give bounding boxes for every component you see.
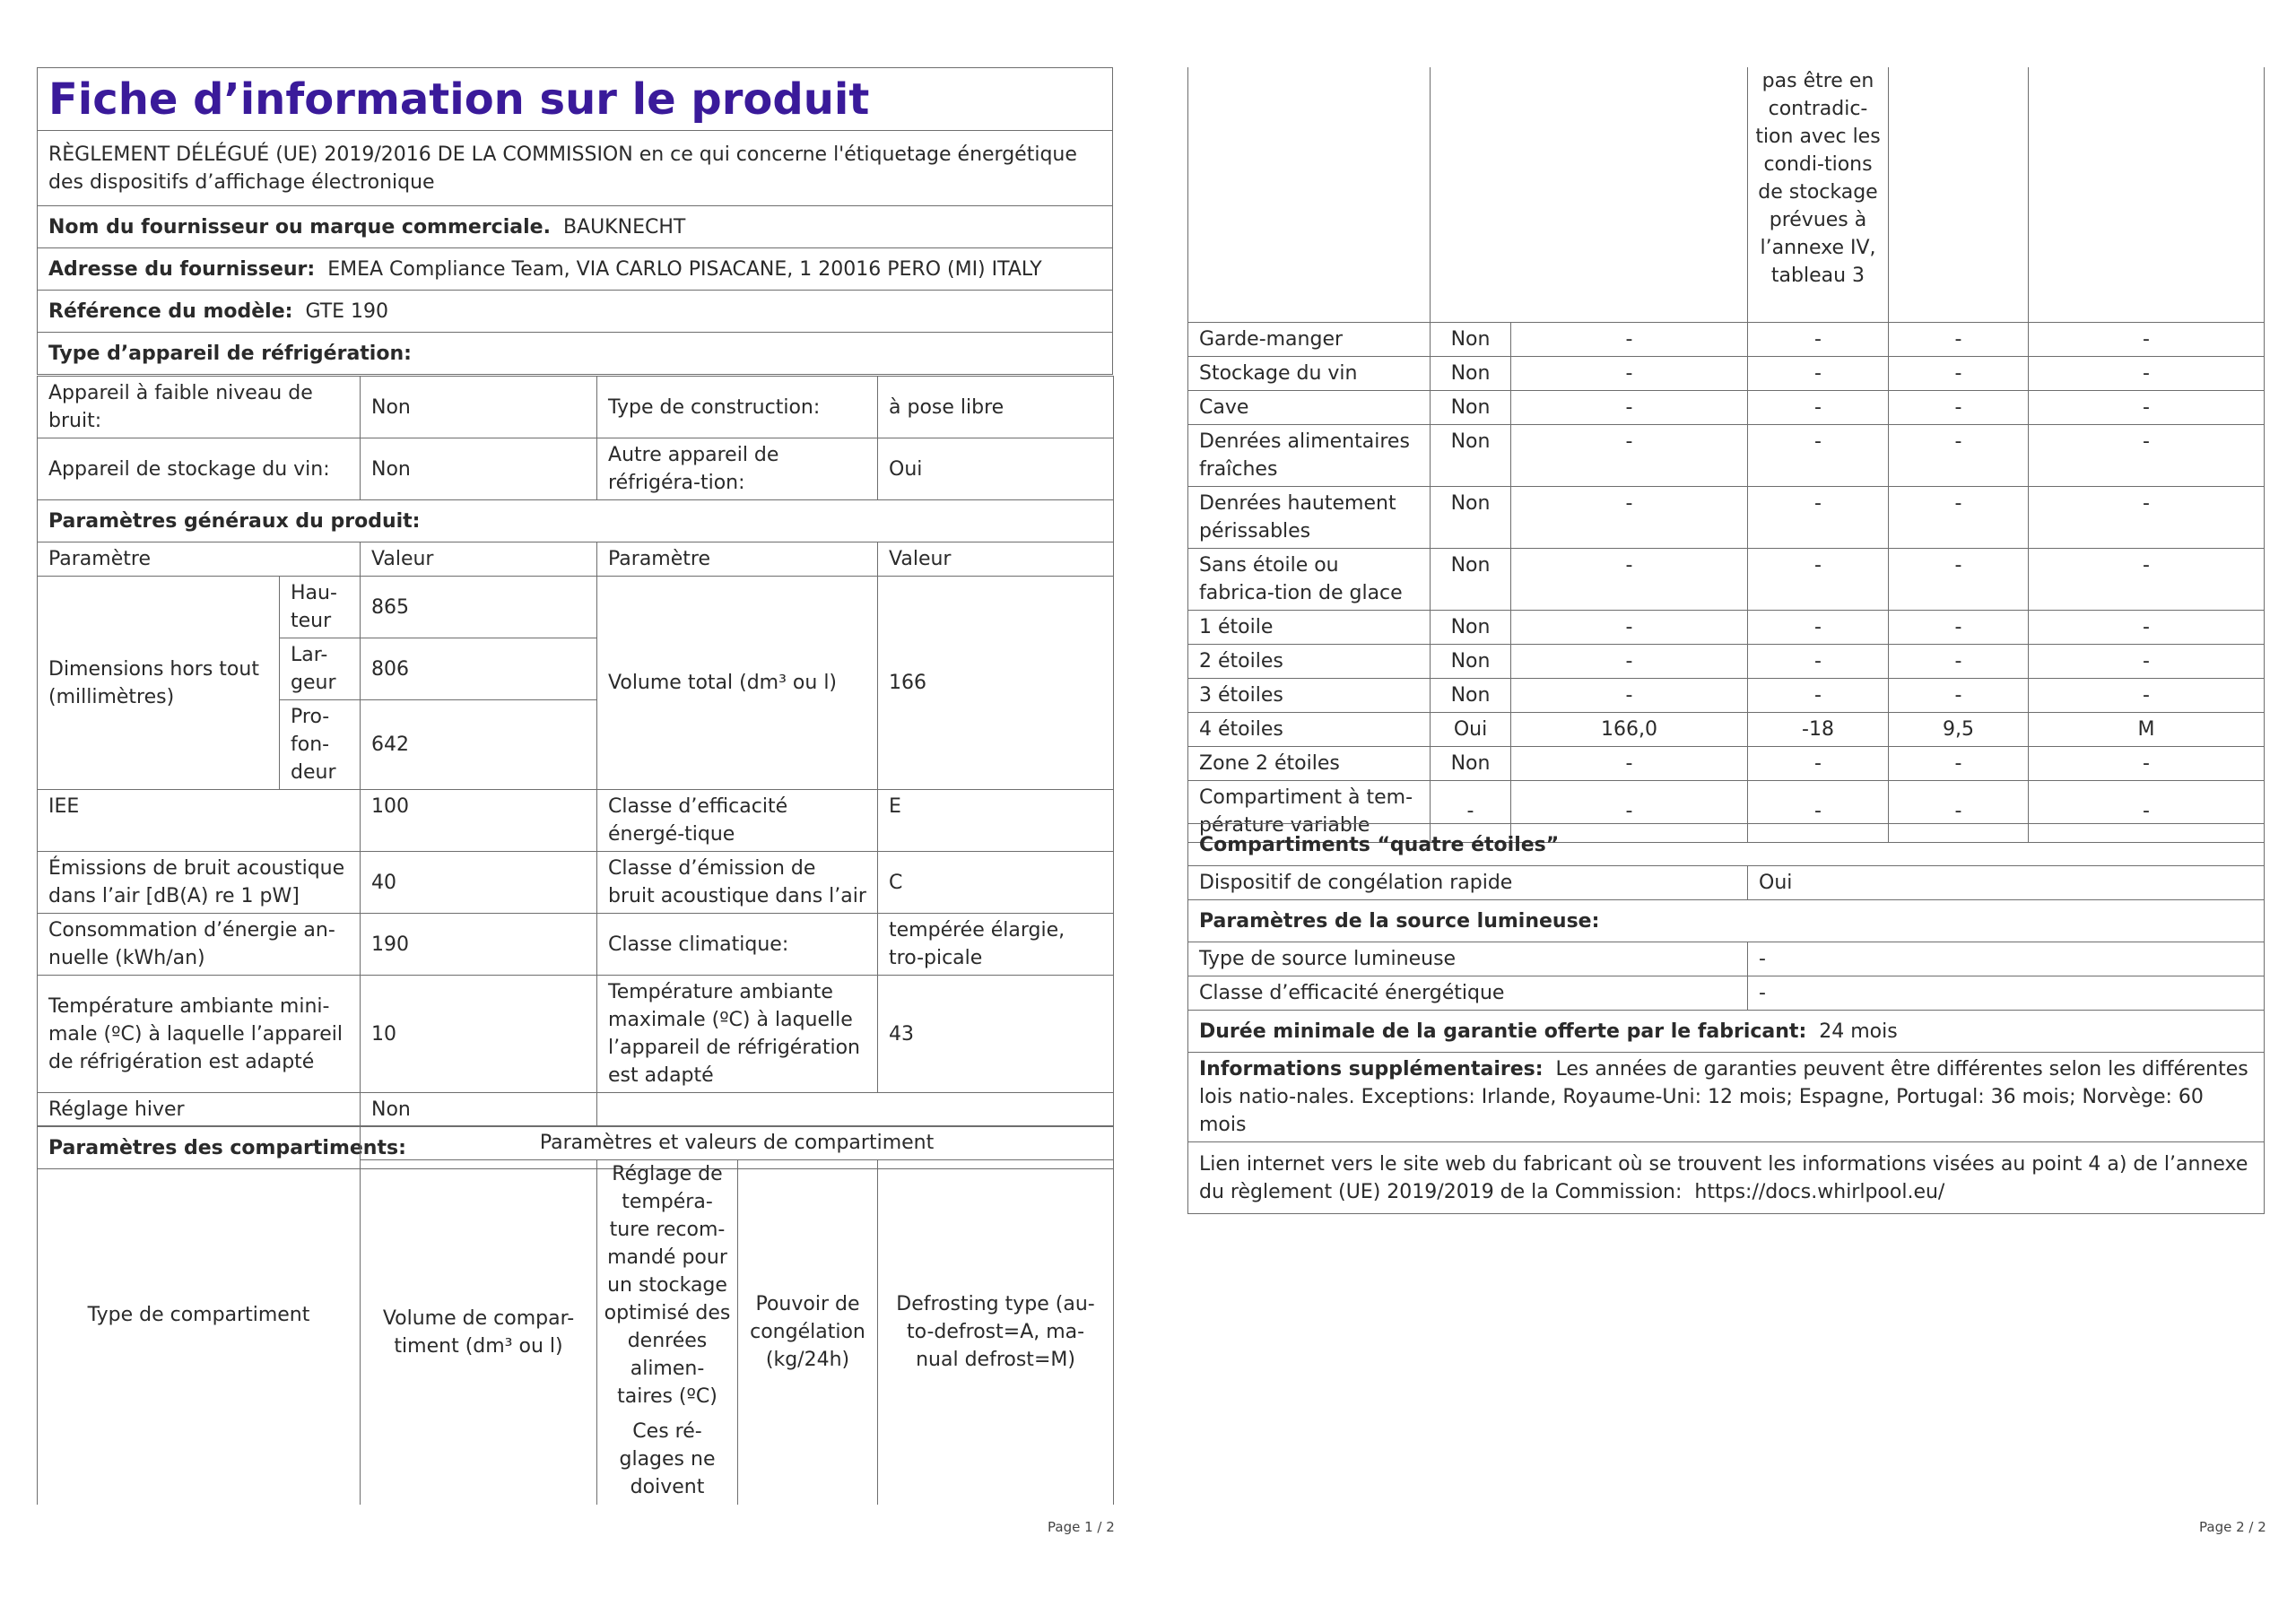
parameters-table — [37, 376, 1114, 1169]
web-link-url[interactable]: https://docs.whirlpool.eu/ — [1694, 1180, 1945, 1203]
compartment-volume: - — [1511, 644, 1748, 678]
compartment-name: Garde-manger — [1188, 322, 1431, 356]
table-row — [1188, 424, 2265, 486]
low-noise-value: Non — [361, 377, 597, 438]
fast-freeze-value: Oui — [1748, 866, 2265, 900]
dimensions-label: Dimensions hors tout (millimètres) — [38, 577, 280, 790]
col-compartment-type: Type de compartiment — [38, 1126, 361, 1505]
min-temp-value: 10 — [361, 976, 597, 1093]
supplier-row — [38, 206, 1113, 248]
continued-cell-volume — [1431, 67, 1748, 322]
compartment-volume: - — [1511, 356, 1748, 390]
compartment-freezing: - — [1889, 644, 2029, 678]
page-number-2: Page 2 / 2 — [2199, 1519, 2266, 1535]
compartment-present: Non — [1431, 486, 1511, 548]
winter-value: Non — [361, 1093, 597, 1127]
compartment-volume: - — [1511, 322, 1748, 356]
compartment-name: 1 étoile — [1188, 610, 1431, 644]
web-link-row — [1188, 1142, 2265, 1214]
table-row — [1188, 644, 2265, 678]
table-row — [1188, 390, 2265, 424]
light-class-label: Classe d’efficacité énergétique — [1188, 976, 1748, 1011]
compartment-present: - — [1431, 780, 1511, 842]
col-header-value-2: Valeur — [878, 542, 1114, 577]
page-2 — [1148, 0, 2296, 1623]
address-label: Adresse du fournisseur: — [48, 257, 316, 281]
compartment-temp: - — [1748, 548, 1889, 610]
address-row — [38, 248, 1113, 291]
depth-label: Pro-fon-deur — [280, 700, 361, 790]
compartment-name: Denrées alimentaires fraîches — [1188, 424, 1431, 486]
compartment-temp: - — [1748, 644, 1889, 678]
winter-empty-cell — [597, 1093, 1114, 1127]
continued-cell-type — [1188, 67, 1431, 322]
compartment-temp: - — [1748, 322, 1889, 356]
compartment-freezing: - — [1889, 780, 2029, 842]
compartment-values-table — [1187, 67, 2265, 843]
compartment-temp: - — [1748, 424, 1889, 486]
page-number-1: Page 1 / 2 — [1048, 1519, 1115, 1535]
compartment-present: Non — [1431, 746, 1511, 780]
compartment-temp: - — [1748, 610, 1889, 644]
compartment-defrost: - — [2029, 390, 2265, 424]
max-temp-value: 43 — [878, 976, 1114, 1093]
compartment-defrost: M — [2029, 712, 2265, 746]
compartment-name: 2 étoiles — [1188, 644, 1431, 678]
construction-label: Type de construction: — [597, 377, 878, 438]
compartment-temp: -18 — [1748, 712, 1889, 746]
compartment-volume: - — [1511, 486, 1748, 548]
compartment-temp: - — [1748, 486, 1889, 548]
compartment-present: Non — [1431, 356, 1511, 390]
compartment-volume: - — [1511, 780, 1748, 842]
compartment-defrost: - — [2029, 486, 2265, 548]
col-header-param-1: Paramètre — [38, 542, 361, 577]
compartment-temp: - — [1748, 390, 1889, 424]
height-value: 865 — [361, 577, 597, 638]
compartment-volume: - — [1511, 678, 1748, 712]
compartment-present: Non — [1431, 678, 1511, 712]
table-row — [1188, 322, 2265, 356]
eei-value: 100 — [361, 790, 597, 852]
consumption-label: Consommation d’énergie an-nuelle (kWh/an) — [38, 914, 361, 976]
compartment-present: Oui — [1431, 712, 1511, 746]
climate-class-label: Classe climatique: — [597, 914, 878, 976]
web-link-text: Lien internet vers le site web du fabricant où se trouvent les informations visées au point 4 a) de l’annexe du règlement (UE) 2019/2019 de la Commission: — [1199, 1152, 2248, 1203]
warranty-value: 24 mois — [1819, 1020, 1898, 1043]
light-type-value: - — [1748, 942, 2265, 976]
compartments-heading: Paramètres des compartiments: — [38, 1127, 1114, 1169]
climate-class-value: tempérée élargie, tro-picale — [878, 914, 1114, 976]
compartment-freezing: - — [1889, 356, 2029, 390]
table-row — [1188, 356, 2265, 390]
compartment-name: Cave — [1188, 390, 1431, 424]
construction-value: à pose libre — [878, 377, 1114, 438]
compartment-freezing: - — [1889, 486, 2029, 548]
consumption-value: 190 — [361, 914, 597, 976]
low-noise-label: Appareil à faible niveau de bruit: — [38, 377, 361, 438]
compartment-volume: - — [1511, 746, 1748, 780]
noise-class-label: Classe d’émission de bruit acoustique dans l’air — [597, 852, 878, 914]
compartment-temp: - — [1748, 746, 1889, 780]
table-row — [1188, 678, 2265, 712]
wine-storage-value: Non — [361, 438, 597, 500]
supplier-value: BAUKNECHT — [562, 215, 686, 239]
compartment-volume: - — [1511, 390, 1748, 424]
compartment-present: Non — [1431, 424, 1511, 486]
compartment-freezing: - — [1889, 390, 2029, 424]
model-value: GTE 190 — [305, 299, 389, 323]
table-row — [1188, 746, 2265, 780]
noise-value: 40 — [361, 852, 597, 914]
compartment-freezing: - — [1889, 322, 2029, 356]
total-volume-label: Volume total (dm³ ou l) — [597, 577, 878, 790]
height-label: Hau-teur — [280, 577, 361, 638]
compartment-name: 4 étoiles — [1188, 712, 1431, 746]
compartment-freezing: - — [1889, 746, 2029, 780]
compartment-present: Non — [1431, 322, 1511, 356]
table-row — [1188, 548, 2265, 610]
general-params-heading: Paramètres généraux du produit: — [38, 500, 1114, 542]
compartment-freezing: - — [1889, 678, 2029, 712]
compartment-defrost: - — [2029, 644, 2265, 678]
compartment-freezing: - — [1889, 424, 2029, 486]
compartment-volume: - — [1511, 424, 1748, 486]
width-label: Lar-geur — [280, 638, 361, 700]
eei-label: IEE — [38, 790, 361, 852]
energy-class-value: E — [878, 790, 1114, 852]
compartment-header-table — [37, 1125, 1114, 1505]
compartment-present: Non — [1431, 390, 1511, 424]
page-title: Fiche d’information sur le produit — [38, 68, 1113, 131]
continued-temp-note: pas être en contradic-tion avec les condi-tions de stockage prévues à l’annexe IV, tableau 3 — [1748, 67, 1889, 322]
compartment-temp: - — [1748, 780, 1889, 842]
continued-cell-freezing — [1889, 67, 2029, 322]
other-appliance-value: Oui — [878, 438, 1114, 500]
col-compartment-volume: Volume de compar-timent (dm³ ou l) — [361, 1160, 597, 1505]
appliance-type-heading: Type d’appareil de réfrigération: — [38, 333, 1113, 375]
wine-storage-label: Appareil de stockage du vin: — [38, 438, 361, 500]
extra-info-row — [1188, 1053, 2265, 1142]
model-label: Référence du modèle: — [48, 299, 293, 323]
warranty-label: Durée minimale de la garantie offerte par le fabricant: — [1199, 1020, 1807, 1043]
compartment-defrost: - — [2029, 780, 2265, 842]
temp-setting-note: Ces ré-glages ne doivent — [619, 1420, 716, 1498]
table-row — [1188, 486, 2265, 548]
col-freezing-capacity: Pouvoir de congélation (kg/24h) — [738, 1160, 878, 1505]
compartment-volume: - — [1511, 548, 1748, 610]
compartment-rows — [1188, 322, 2265, 842]
light-class-value: - — [1748, 976, 2265, 1011]
compartment-present: Non — [1431, 610, 1511, 644]
warranty-row — [1188, 1011, 2265, 1053]
model-row — [38, 291, 1113, 333]
compartment-defrost: - — [2029, 678, 2265, 712]
compartment-defrost: - — [2029, 356, 2265, 390]
fast-freeze-label: Dispositif de congélation rapide — [1188, 866, 1748, 900]
compartment-volume: 166,0 — [1511, 712, 1748, 746]
compartment-name: Denrées hautement périssables — [1188, 486, 1431, 548]
compartment-name: 3 étoiles — [1188, 678, 1431, 712]
min-temp-label: Température ambiante mini-male (ºC) à laquelle l’appareil de réfrigération est adapté — [38, 976, 361, 1093]
table-row — [1188, 712, 2265, 746]
table-row — [1188, 610, 2265, 644]
four-star-heading: Compartiments “quatre étoiles” — [1188, 824, 2265, 866]
compartment-freezing: 9,5 — [1889, 712, 2029, 746]
compartment-defrost: - — [2029, 548, 2265, 610]
noise-class-value: C — [878, 852, 1114, 914]
compartment-name: Stockage du vin — [1188, 356, 1431, 390]
max-temp-label: Température ambiante maximale (ºC) à laquelle l’appareil de réfrigération est adapté — [597, 976, 878, 1093]
compartment-freezing: - — [1889, 610, 2029, 644]
depth-value: 642 — [361, 700, 597, 790]
compartment-params-heading: Paramètres et valeurs de compartiment — [361, 1126, 1114, 1160]
compartment-name: Compartiment à tem-pérature variable — [1188, 780, 1431, 842]
compartment-defrost: - — [2029, 610, 2265, 644]
compartment-defrost: - — [2029, 424, 2265, 486]
compartment-defrost: - — [2029, 746, 2265, 780]
noise-label: Émissions de bruit acoustique dans l’air [dB(A) re 1 pW] — [38, 852, 361, 914]
compartment-defrost: - — [2029, 322, 2265, 356]
temp-setting-text: Réglage de tempéra-ture recom-mandé pour un stockage optimisé des denrées alimen-taires (ºC) — [604, 1163, 731, 1408]
product-info-header-table — [37, 67, 1113, 375]
continued-cell-defrost — [2029, 67, 2265, 322]
col-header-value-1: Valeur — [361, 542, 597, 577]
compartment-name: Zone 2 étoiles — [1188, 746, 1431, 780]
compartment-freezing: - — [1889, 548, 2029, 610]
width-value: 806 — [361, 638, 597, 700]
compartment-temp: - — [1748, 678, 1889, 712]
winter-label: Réglage hiver — [38, 1093, 361, 1127]
compartment-name: Sans étoile ou fabrica-tion de glace — [1188, 548, 1431, 610]
col-temp-setting — [597, 1160, 738, 1505]
supplier-label: Nom du fournisseur ou marque commerciale. — [48, 215, 551, 239]
other-appliance-label: Autre appareil de réfrigéra-tion: — [597, 438, 878, 500]
total-volume-value: 166 — [878, 577, 1114, 790]
light-type-label: Type de source lumineuse — [1188, 942, 1748, 976]
energy-class-label: Classe d’efficacité énergé-tique — [597, 790, 878, 852]
address-value: EMEA Compliance Team, VIA CARLO PISACANE, 1 20016 PERO (MI) ITALY — [327, 257, 1042, 281]
light-source-heading: Paramètres de la source lumineuse: — [1188, 900, 2265, 942]
col-header-param-2: Paramètre — [597, 542, 878, 577]
compartment-temp: - — [1748, 356, 1889, 390]
regulation-text: RÈGLEMENT DÉLÉGUÉ (UE) 2019/2016 DE LA COMMISSION en ce qui concerne l'étiquetage énergétique des dispositifs d’affichage électronique — [38, 131, 1113, 206]
compartment-volume: - — [1511, 610, 1748, 644]
compartment-present: Non — [1431, 548, 1511, 610]
extra-info-label: Informations supplémentaires: — [1199, 1058, 1544, 1081]
compartment-present: Non — [1431, 644, 1511, 678]
footer-info-table — [1187, 823, 2265, 1214]
extra-info-value: Les années de garanties peuvent être différentes selon les différentes lois natio-nales. Exceptions: Irlande, Royaume-Uni: 12 mois; Espagne, Portugal: 36 mois; Norvège: 60 mois — [1199, 1058, 2248, 1136]
col-defrost-type: Defrosting type (au-to-defrost=A, ma-nual defrost=M) — [878, 1160, 1114, 1505]
